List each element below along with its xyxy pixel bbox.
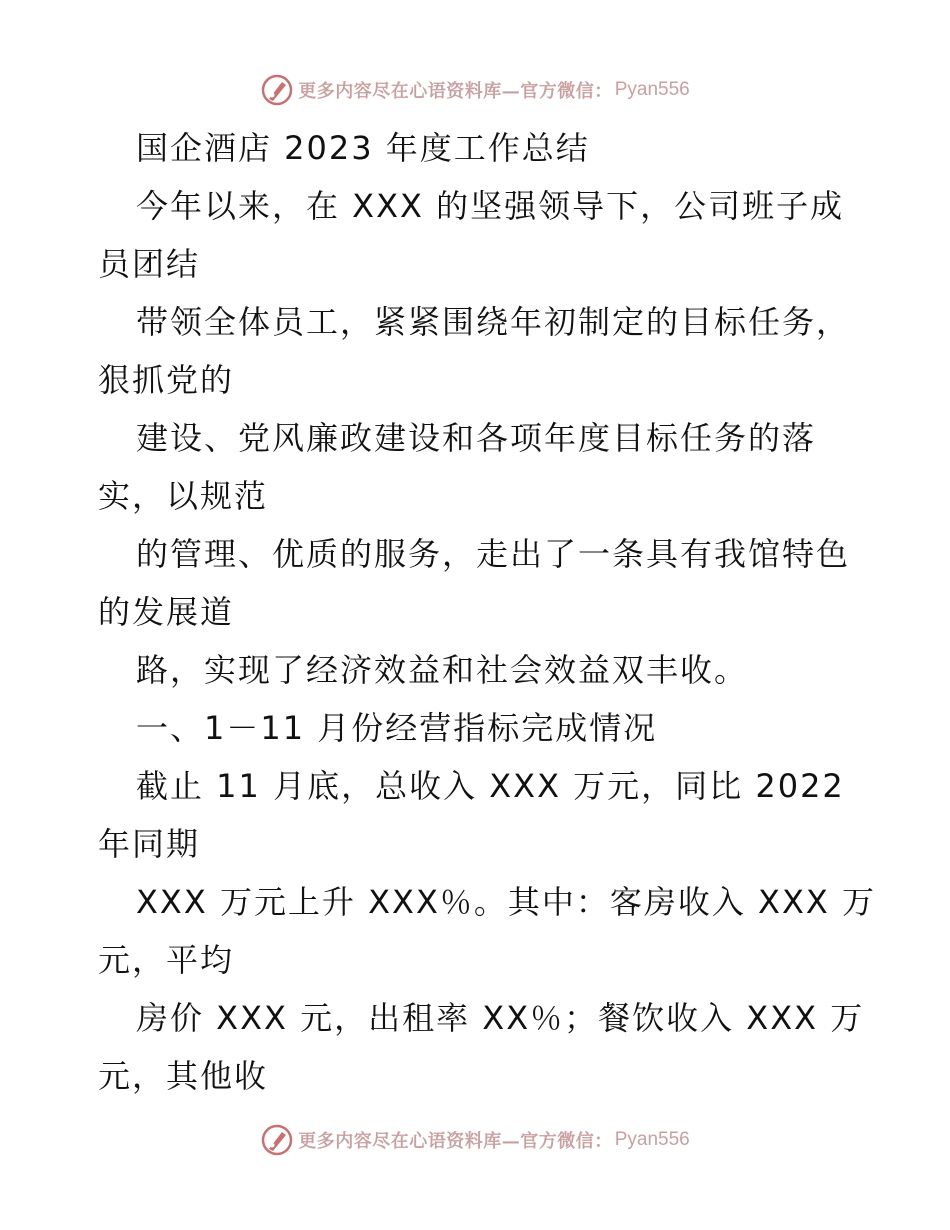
text-line: XXX 万元上升 XXX％。其中：客房收入 XXX 万 xyxy=(136,883,876,921)
document-body xyxy=(98,124,876,1110)
watermark-id: Pyan556 xyxy=(614,1129,690,1150)
text-line: 一、1－11 月份经营指标完成情况 xyxy=(136,709,658,747)
watermark-text: 更多内容尽在心语资料库—官方微信： xyxy=(298,1131,613,1152)
text-line: 狠抓党的 xyxy=(98,361,235,399)
text-line: 截止 11 月底，总收入 XXX 万元，同比 2022 xyxy=(136,767,845,805)
text-line: 元，其他收 xyxy=(98,1057,269,1095)
footer-watermark xyxy=(0,1120,950,1160)
watermark-text: 更多内容尽在心语资料库—官方微信： xyxy=(298,81,613,102)
header-watermark xyxy=(0,70,950,110)
text-line: 带领全体员工，紧紧围绕年初制定的目标任务， xyxy=(136,303,851,341)
text-line: 今年以来，在 XXX 的坚强领导下，公司班子成 xyxy=(136,187,845,225)
pen-logo-icon xyxy=(260,1123,294,1157)
text-line: 房价 XXX 元，出租率 XX％；餐饮收入 XXX 万 xyxy=(136,999,865,1037)
text-line: 的发展道 xyxy=(98,593,235,631)
text-line: 实，以规范 xyxy=(98,477,269,515)
text-line: 路，实现了经济效益和社会效益双丰收。 xyxy=(136,651,749,689)
watermark-id: Pyan556 xyxy=(614,79,690,100)
text-line: 员团结 xyxy=(98,245,201,283)
text-line: 建设、党风廉政建设和各项年度目标任务的落 xyxy=(136,419,817,457)
text-line: 国企酒店 2023 年度工作总结 xyxy=(136,129,590,167)
text-line: 的管理、优质的服务，走出了一条具有我馆特色 xyxy=(136,535,851,573)
text-line: 元，平均 xyxy=(98,941,235,979)
text-line: 年同期 xyxy=(98,825,201,863)
pen-logo-icon xyxy=(260,73,294,107)
